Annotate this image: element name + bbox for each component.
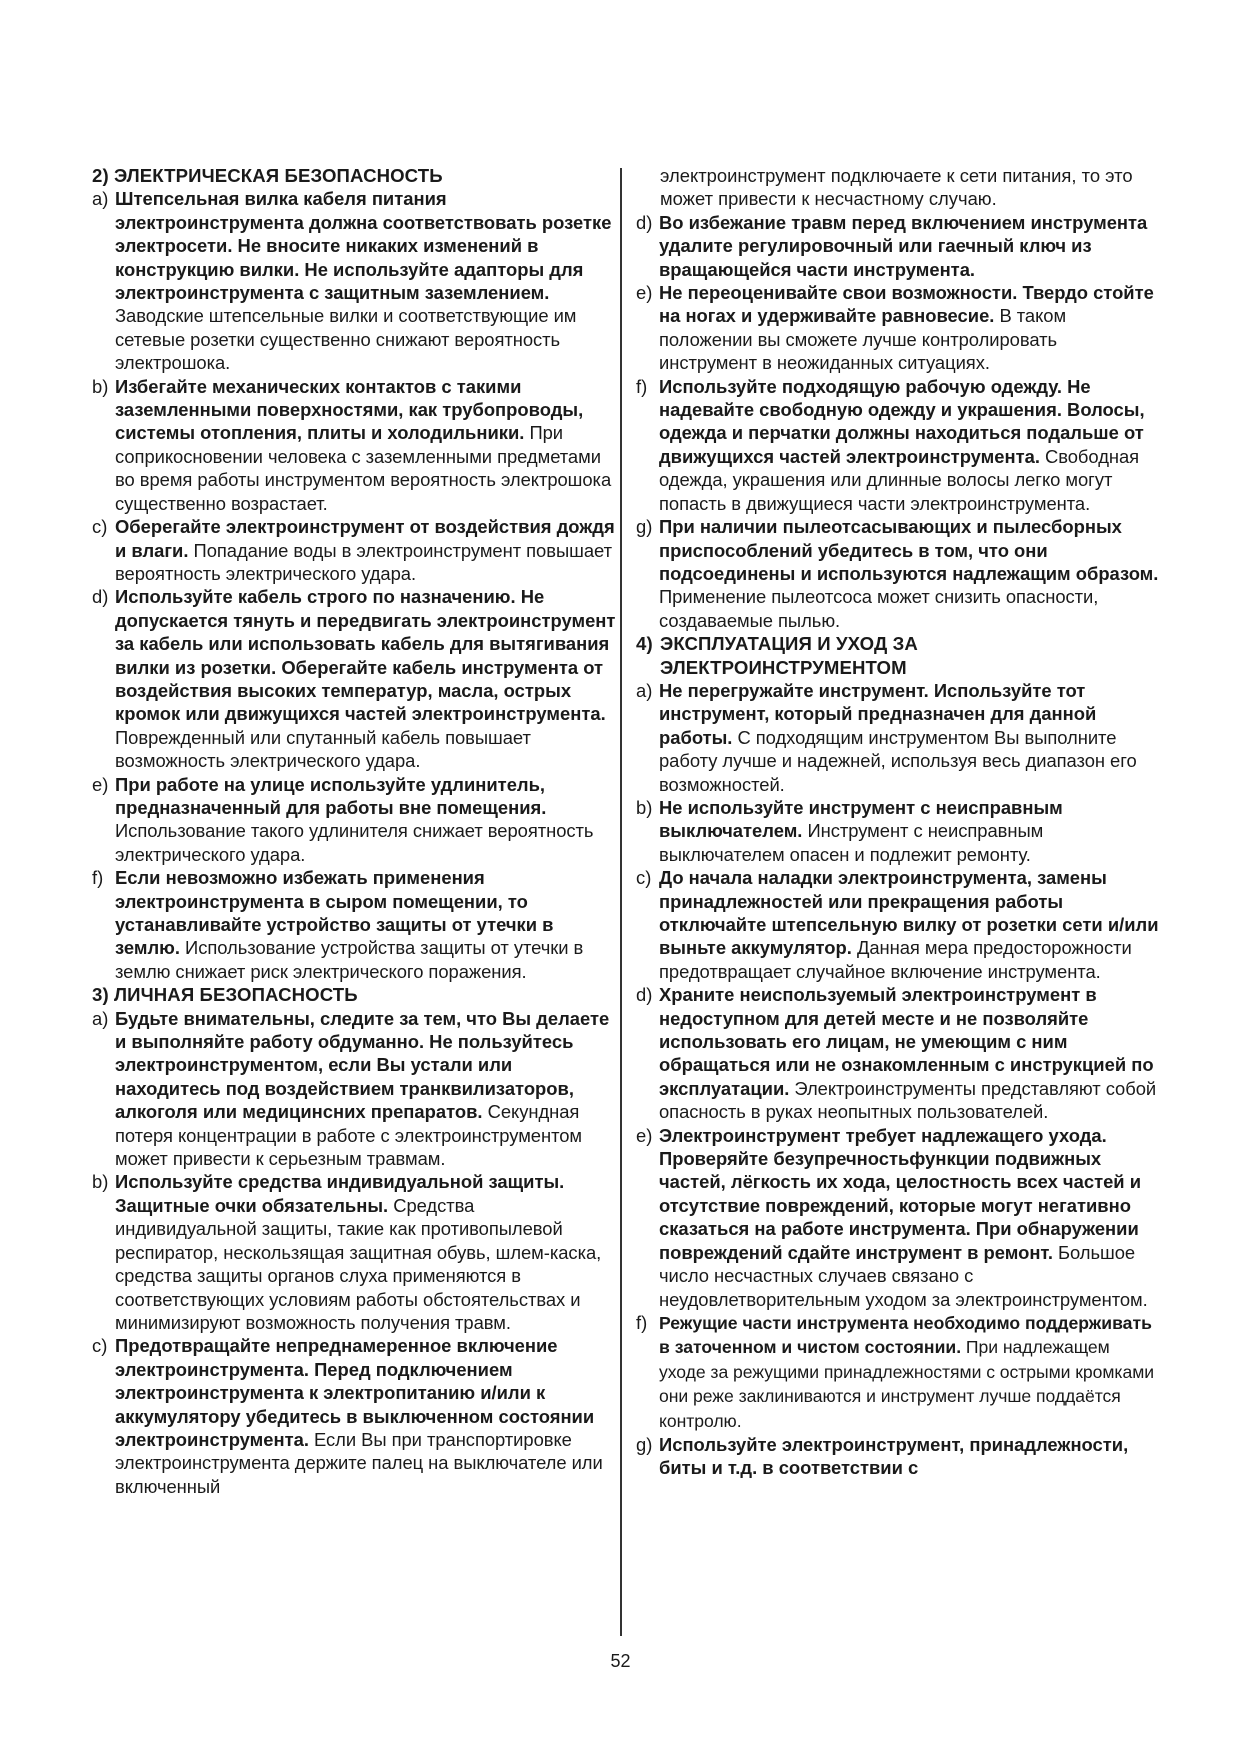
item-bold-text: Избегайте механических контактов с такими заземленными поверхностями, как трубопроводы, системы отопления, плиты и холодильники. (115, 375, 584, 444)
item-marker: a) (92, 188, 109, 210)
item-bold-text: Будьте внимательны, следите за тем, что Вы делаете и выполняйте работу обдуманно. Не пользуйтесь электроинструментом, если Вы устали или находитесь под воздействием транквилизаторов, алкоголя или медицинсних препаратов. (115, 1007, 610, 1123)
item-bold-text: Штепсельная вилка кабеля питания электроинструмента должна соответствовать розетке электросети. Не вносите никаких изменений в конструкцию вилки. Не используйте адапторы для электроинструмента с защитным заземлением. (115, 188, 612, 304)
item-marker: d) (636, 211, 653, 233)
section-3-list-continued (636, 211, 1160, 632)
list-item (636, 375, 1160, 515)
item-marker: c) (92, 516, 108, 538)
item-marker: d) (92, 586, 109, 608)
item-bold-text: Не перегружайте инструмент. Используйте тот инструмент, который предназначен для данной работы. (659, 679, 1097, 748)
item-text: Секундная потеря концентрации в работе с электроинструментом может привести к серьезным травмам. (115, 1101, 583, 1170)
page-number: 52 (610, 1651, 631, 1671)
item-marker: e) (92, 773, 109, 795)
item-bold-text: Оберегайте электроинструмент от воздействия дождя и влаги. (115, 516, 615, 561)
item-marker: e) (636, 1124, 653, 1146)
list-item (636, 281, 1160, 375)
list-item (636, 983, 1160, 1123)
item-bold-text: При наличии пылеотсасывающих и пылесборных приспособлений убедитесь в том, что они подсоединены и используются надлежащим образом. (659, 516, 1159, 584)
item-text: Попадание воды в электроинструмент повышает вероятность электрического удара. (115, 539, 612, 584)
item-bold-text: Не переоценивайте свои возможности. Твердо стойте на ногах и удерживайте равновесие. (659, 282, 1154, 327)
section-4-number: 4) (636, 633, 653, 655)
item-marker: b) (92, 375, 109, 397)
continued-text: электроинструмент подключаете к сети питания, то это может привести к несчастному случаю. (660, 165, 1133, 210)
section-4-title (636, 632, 1160, 679)
list-item (92, 773, 616, 867)
right-column (636, 164, 1160, 1480)
section-4-title-line-2: ЭЛЕКТРОИНСТРУМЕНТОМ (660, 656, 907, 678)
column-divider (620, 168, 622, 1636)
item-marker: b) (92, 1171, 109, 1193)
item-marker: f) (636, 1311, 648, 1333)
item-bold-text: Электроинструмент требует надлежащего ухода. Проверяйте безупречностьфункции подвижных частей, лёгкость их хода, целостность всех частей и отсутствие повреждений, которые могут негативно сказаться на работе инструмента. При обнаружении повреждений сдайте инструмент в ремонт. (659, 1124, 1142, 1263)
item-bold-text: Если невозможно избежать применения электроинструмента в сыром помещении, то устанавливайте устройство защиты от утечки в землю. (115, 867, 554, 959)
list-item (636, 1433, 1160, 1480)
section-3-list (92, 1007, 616, 1499)
left-column (92, 164, 616, 1498)
list-item (92, 1007, 616, 1171)
list-item (92, 1170, 616, 1334)
section-4-title-line-1: ЭКСПЛУАТАЦИЯ И УХОД ЗА (660, 633, 918, 655)
section-4-list (636, 679, 1160, 1480)
item-text: Инструмент с неисправным выключателем опасен и подлежит ремонту. (659, 820, 1044, 865)
section-2-list (92, 187, 616, 983)
item-marker: e) (636, 282, 653, 304)
item-bold-text: Не используйте инструмент с неисправным выключателем. (659, 796, 1063, 842)
item-text: Данная мера предосторожности предотвращает случайное включение инструмента. (659, 937, 1132, 982)
item-marker: c) (92, 1335, 108, 1357)
item-bold-text: Используйте электроинструмент, принадлежности, биты и т.д. в соответствии с (659, 1433, 1129, 1479)
list-item (636, 866, 1160, 983)
item-text: При надлежащем уходе за режущими принадлежностями с острыми кромками они реже заклиниваются и инструмент лучше поддаётся контролю. (659, 1337, 1155, 1431)
item-marker: a) (636, 679, 653, 701)
list-item (92, 187, 616, 374)
item-marker: f) (636, 375, 648, 397)
item-marker: d) (636, 984, 653, 1006)
section-3-title: 3) ЛИЧНАЯ БЕЗОПАСНОСТЬ (92, 984, 358, 1006)
item-text: В таком положении вы сможете лучше контролировать инструмент в неожиданных ситуациях. (659, 305, 1067, 374)
section-2-title: 2) ЭЛЕКТРИЧЕСКАЯ БЕЗОПАСНОСТЬ (92, 165, 443, 186)
item-bold-text: Предотвращайте непреднамеренное включение электроинструмента. Перед подключением электроинструмента к электропитанию и/или к аккумулятору убедитесь в выключенном состоянии электроинструмента. (115, 1335, 595, 1450)
list-item (92, 585, 616, 772)
item-text: Свободная одежда, украшения или длинные волосы легко могут попасть в движущиеся части электроинструмента. (659, 445, 1140, 514)
list-item (636, 796, 1160, 866)
item-text: При соприкосновении человека с заземленными предметами во время работы инструментом вероятность электрошока существенно возрастает. (115, 422, 612, 514)
item-marker: a) (92, 1007, 109, 1029)
item-bold-text: При работе на улице используйте удлинитель, предназначенный для работы вне помещения. (115, 773, 547, 818)
list-item (636, 1124, 1160, 1311)
list-item (636, 1311, 1160, 1433)
item-text: Использование устройства защиты от утечки в землю снижает риск электрического поражения. (115, 937, 584, 982)
item-marker: f) (92, 867, 104, 889)
item-text: Поврежденный или спутанный кабель повышает возможность электрического удара. (115, 726, 531, 772)
item-marker: g) (636, 516, 653, 538)
item-text: Если Вы при транспортировке электроинструмента держите палец на выключателе или включенный (115, 1428, 603, 1497)
list-item (92, 515, 616, 585)
list-item (636, 679, 1160, 796)
item-marker: g) (636, 1433, 653, 1455)
item-text: Заводские штепсельные вилки и соответствующие им сетевые розетки существенно снижают вероятность электрошока. (115, 305, 577, 374)
item-marker: c) (636, 867, 652, 889)
list-item (636, 515, 1160, 632)
item-text: Большое число несчастных случаев связано с неудовлетворительным уходом за электроинструментом. (659, 1241, 1148, 1310)
item-text: Электроинструменты представляют собой опасность в руках неопытных пользователей. (659, 1077, 1157, 1123)
item-bold-text: Во избежание травм перед включением инструмента удалите регулировочный или гаечный ключ из вращающейся части инструмента. (659, 211, 1148, 280)
item-bold-text: Используйте подходящую рабочую одежду. Не надевайте свободную одежду и украшения. Волосы, одежда и перчатки должны находиться подальше от движущихся частей электроинструмента. (659, 375, 1145, 467)
item-bold-text: Режущие части инструмента необходимо поддерживать в заточенном и чистом состоянии. (659, 1312, 1152, 1358)
item-text: Средства индивидуальной защиты, такие как противопылевой респиратор, нескользящая защитная обувь, шлем-каска, средства защиты органов слуха применяются в соответствующих условиям работы обстоятельствах и минимизируют возможность получения травм. (115, 1194, 602, 1333)
list-item (92, 375, 616, 515)
list-item (92, 1334, 616, 1498)
item-text: С подходящим инструментом Вы выполните работу лучше и надежней, используя весь диапазон его возможностей. (659, 726, 1137, 795)
item-text: Использование такого удлинителя снижает вероятность электрического удара. (115, 820, 594, 865)
list-item (636, 211, 1160, 281)
item-text: Применение пылеотсоса может снизить опасности, создаваемые пылью. (659, 586, 1099, 631)
list-item (92, 866, 616, 983)
item-bold-text: Используйте средства индивидуальной защиты. Защитные очки обязательны. (115, 1171, 565, 1216)
item-bold-text: Используйте кабель строго по назначению. Не допускается тянуть и передвигать электроинструмент за кабель или использовать кабель для вытягивания вилки из розетки. Оберегайте кабель инструмента от воздействия высоких температур, масла, острых кромок или движущихся частей электроинструмента. (115, 586, 616, 725)
item-marker: b) (636, 796, 653, 818)
item-bold-text: До начала наладки электроинструмента, замены принадлежностей или прекращения работы отключайте штепсельную вилку от розетки сети и/или выньте аккумулятор. (659, 867, 1159, 959)
item-bold-text: Храните неиспользуемый электроинструмент в недоступном для детей месте и не позволяйте использовать его лицам, не умеющим с ним обращаться или не ознакомленным с инструкцией по эксплуатации. (659, 984, 1154, 1099)
